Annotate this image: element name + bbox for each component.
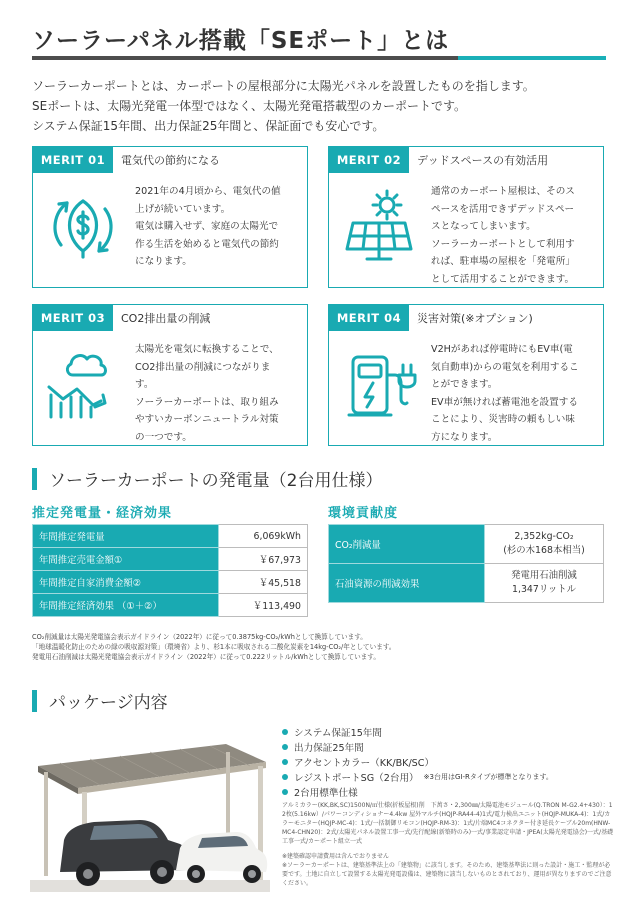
merit-label: 電気代の節約になる bbox=[121, 154, 220, 167]
merit-label: CO2排出量の削減 bbox=[121, 312, 211, 325]
table-key-cell: 石油資源の削減効果 bbox=[329, 564, 485, 603]
list-item bbox=[282, 754, 614, 769]
dollar-leaf-icon bbox=[43, 187, 123, 267]
bullet-icon bbox=[282, 774, 288, 780]
merit-text-line: CO2排出量の削減につながりま bbox=[135, 361, 271, 373]
section-accent-bar bbox=[32, 468, 37, 490]
list-item bbox=[282, 769, 614, 784]
merit-text-line: とができます。 bbox=[431, 379, 498, 390]
estimate-table bbox=[32, 524, 308, 617]
merit-text-line: ソーラーカーポートとして利用す bbox=[431, 238, 575, 250]
merit-text-line: EV車が無ければ蓄電池を設置する bbox=[431, 396, 578, 408]
merit-text-line: ことにより、災害時の頼もしい味 bbox=[431, 414, 575, 425]
ev-charger-icon bbox=[339, 345, 419, 425]
title-underline-teal bbox=[458, 56, 606, 60]
merit-label: 災害対策(※オプション) bbox=[417, 312, 533, 325]
merit-description bbox=[431, 183, 597, 288]
page-title: ソーラーパネル搭載「SEポート」とは bbox=[32, 28, 450, 54]
merit-text-line: 上げが続いています。 bbox=[135, 203, 231, 215]
table-row bbox=[329, 525, 604, 564]
list-item bbox=[282, 724, 614, 739]
note-line: 発電用石油削減は太陽光発電協会表示ガイドライン（2022年）に従って0.222リットル/kWhとして換算しています。 bbox=[32, 653, 380, 661]
merit-text-line: れば、駐車場の屋根を「発電所」 bbox=[431, 256, 575, 267]
intro-text bbox=[32, 76, 612, 136]
note-line: 「地球温暖化防止のための緑の吸収源対策」（環境省）より、杉1本に吸収される二酸化炭素を14kg-CO₂/年としています。 bbox=[32, 643, 396, 651]
merit-text-line: として活用することができます。 bbox=[431, 273, 575, 285]
package-note: ※建築確認申請費用は含んでおりません ※ソーラーカーポートは、建築基準法上の「建築物」に該当します。そのため、建築基準法に則った設計・施工・監理が必要です。土地に自立して設置する太陽光発電設備は、建築物に該当しないものとされており、運用が異なりますのでご注意ください。 bbox=[282, 853, 612, 887]
merit-card-01 bbox=[32, 146, 308, 288]
intro-line: システム保証15年間、出力保証25年間と、保証面でも安心です。 bbox=[32, 119, 385, 133]
merit-text-line: やすいカーボンニュートラル対策 bbox=[135, 414, 279, 425]
table-row bbox=[33, 525, 308, 548]
table-key-cell: 年間推定発電量 bbox=[33, 525, 219, 548]
merit-card-02 bbox=[328, 146, 604, 288]
value-line: (杉の木168本相当) bbox=[503, 545, 585, 556]
intro-line: ソーラーカーポートとは、カーポートの屋根部分に太陽光パネルを設置したものを指します。 bbox=[32, 79, 535, 93]
merit-number: MERIT 03 bbox=[33, 305, 113, 331]
table-value-cell: 6,069kWh bbox=[219, 525, 308, 548]
merit-text-line: 作る生活を始めると電気代の節約 bbox=[135, 238, 279, 250]
merit-description bbox=[135, 183, 301, 271]
table-row bbox=[33, 548, 308, 571]
table-key-cell: 年間推定経済効果 （①＋②） bbox=[33, 594, 219, 617]
merit-text-line: ペースを活用できずデッドスペー bbox=[431, 203, 575, 215]
bullet-icon bbox=[282, 789, 288, 795]
title-underline-gray bbox=[32, 56, 458, 60]
list-item-text: システム保証15年間 bbox=[294, 727, 382, 739]
calculation-notes bbox=[32, 632, 396, 662]
merit-text-line: になります。 bbox=[135, 256, 192, 267]
list-item-text: レジストポートSG（2台用） bbox=[294, 772, 419, 784]
merit-text-line: 2021年の4月頃から、電気代の値 bbox=[135, 186, 281, 197]
bullet-icon bbox=[282, 744, 288, 750]
table-value-cell: ￥67,973 bbox=[219, 548, 308, 571]
merit-card-03 bbox=[32, 304, 308, 446]
bullet-icon bbox=[282, 759, 288, 765]
table-row bbox=[33, 571, 308, 594]
package-list bbox=[282, 724, 614, 888]
section-accent-bar bbox=[32, 690, 37, 712]
table-value-cell: ￥113,490 bbox=[219, 594, 308, 617]
note-line: CO₂削減量は太陽光発電協会表示ガイドライン（2022年）に従って0.3875kg-CO₂/kWhとして換算しています。 bbox=[32, 633, 367, 641]
bullet-icon bbox=[282, 729, 288, 735]
merit-text-line: 電気は購入せず、家庭の太陽光で bbox=[135, 221, 279, 232]
merit-text-line: 方になります。 bbox=[431, 431, 498, 443]
list-item-note: ※3台用はGI-Rタイプが標準となります。 bbox=[423, 772, 553, 781]
list-item bbox=[282, 739, 614, 754]
table-key-cell: 年間推定自家消費金額② bbox=[33, 571, 219, 594]
list-item-text: アクセントカラー（KK/BK/SC） bbox=[294, 757, 435, 769]
merit-label: デッドスペースの有効活用 bbox=[417, 154, 549, 167]
solar-panel-icon bbox=[339, 187, 419, 267]
table-key-cell: CO₂削減量 bbox=[329, 525, 485, 564]
package-section-title bbox=[32, 688, 168, 713]
list-item-text: 出力保証25年間 bbox=[294, 742, 364, 754]
value-line: 発電用石油削減 bbox=[511, 570, 577, 581]
merit-text-line: す。 bbox=[135, 379, 154, 390]
list-item-text: 2台用標準仕様 bbox=[294, 787, 358, 799]
table-row bbox=[33, 594, 308, 617]
merit-text-line: 通常のカーポート屋根は、そのス bbox=[431, 186, 575, 197]
intro-line: SEポートは、太陽光発電一体型ではなく、太陽光発電搭載型のカーポートです。 bbox=[32, 99, 467, 113]
table-value-cell: ￥45,518 bbox=[219, 571, 308, 594]
package-section-title-text: パッケージ内容 bbox=[49, 693, 168, 713]
environment-table bbox=[328, 524, 604, 603]
package-detail: アルミカラー(KK,BK,SC)1500N/㎡仕様(折板屋根)削 下萬さ・2,300㎜/太陽電池モジュール(Q.TRON M-G2.4+430）：12枚(5.16kw）/パワーコンディショナー4.4kw 屋外マルチ(HQJP-RA44-4)1式/電力検出ユニット(HQJP-MUKA-4)：1式/カラーモニター(HQJP-MC-4)：1式/一括制御リモコン(HQJP-RM-3)：1式/片端MC4コネクター付き延長ケーブル20m(HNW-MC4-CHN20)：2式/太陽光パネル設置工事一式/先行配線(新築時のみ)一式/事業認定申請・JPEA(太陽光発電協会)一式/基礎工事一式/カーポート組立一式 bbox=[282, 802, 614, 845]
table-value-cell bbox=[485, 564, 604, 603]
merit-description bbox=[431, 341, 597, 446]
merit-description bbox=[135, 341, 301, 446]
value-line: 2,352kg-CO₂ bbox=[514, 531, 574, 542]
environment-title: 環境貢献度 bbox=[328, 506, 399, 521]
merit-card-04 bbox=[328, 304, 604, 446]
table-key-cell: 年間推定売電金額① bbox=[33, 548, 219, 571]
estimate-title: 推定発電量・経済効果 bbox=[32, 506, 173, 521]
merit-number: MERIT 04 bbox=[329, 305, 409, 331]
list-item bbox=[282, 784, 614, 799]
value-line: 1,347リットル bbox=[512, 584, 576, 595]
generation-section-title bbox=[32, 466, 382, 491]
merit-text-line: 気自動車)からの電気を利用するこ bbox=[431, 361, 579, 373]
cloud-decline-icon bbox=[43, 345, 123, 425]
merit-text-line: の一つです。 bbox=[135, 431, 192, 443]
carport-photo bbox=[30, 722, 270, 892]
merit-text-line: 太陽光を電気に転換することで、 bbox=[135, 344, 279, 355]
merit-text-line: ソーラーカーポートは、取り組み bbox=[135, 396, 279, 408]
table-value-cell bbox=[485, 525, 604, 564]
merit-number: MERIT 02 bbox=[329, 147, 409, 173]
merit-number: MERIT 01 bbox=[33, 147, 113, 173]
merit-text-line: V2Hがあれば停電時にもEV車(電 bbox=[431, 344, 573, 355]
generation-section-title-text: ソーラーカーポートの発電量（2台用仕様） bbox=[49, 471, 383, 491]
merit-text-line: スとなってしまいます。 bbox=[431, 221, 536, 232]
table-row bbox=[329, 564, 604, 603]
